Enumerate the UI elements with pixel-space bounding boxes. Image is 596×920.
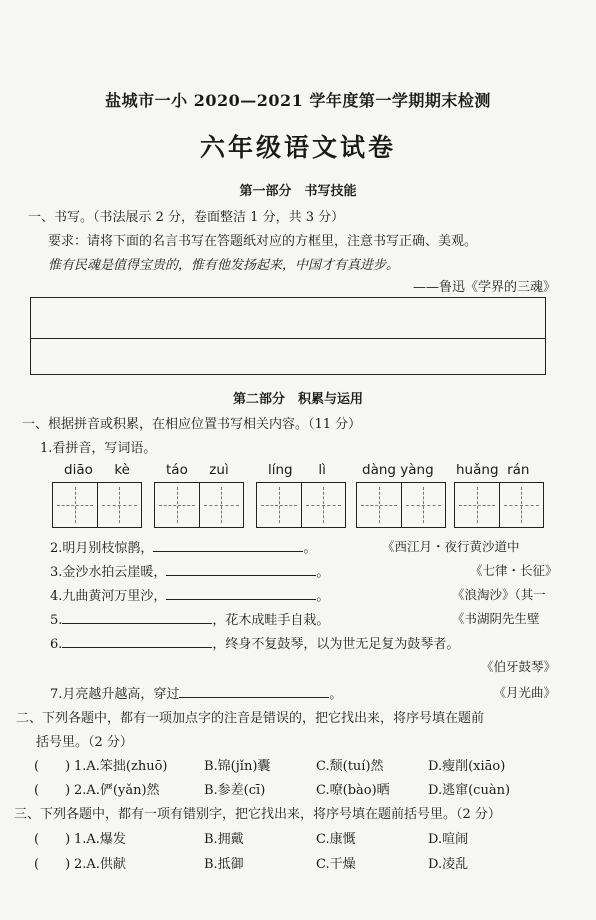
q3-option-2c: C.干燥 <box>316 857 356 872</box>
writing-box-divider <box>31 338 545 339</box>
part1-q1-title: 一、书写。（书法展示 2 分，卷面整洁 1 分，共 3 分） <box>28 210 345 225</box>
answer-blank[interactable] <box>62 623 212 624</box>
char-grid-2[interactable] <box>154 482 244 528</box>
q3-answer-paren-2[interactable]: ( ) <box>34 857 71 872</box>
pinyin-2: táo zuì <box>166 462 229 478</box>
part1-heading: 第一部分 书写技能 <box>239 184 357 199</box>
pinyin-4: dàng yàng <box>362 462 434 478</box>
char-grid-1[interactable] <box>52 482 142 528</box>
part1-quote-source: ——鲁迅《学界的三魂》 <box>412 280 556 295</box>
part1-requirement: 要求：请将下面的名言书写在答题纸对应的方框里，注意书写正确、美观。 <box>48 234 478 249</box>
q3-option-2d: D.凌乱 <box>428 857 469 872</box>
school-exam-title: 盐城市一小 2020—2021 学年度第一学期期末检测 <box>105 91 491 110</box>
q2-option-2d: D.逃窜(cuàn) <box>428 783 511 798</box>
q2-option-1a: 1.A.笨拙(zhuō) <box>74 759 168 774</box>
q3-option-2a: 2.A.供献 <box>74 857 126 872</box>
fill-source-2: 《西江月・夜行黄沙道中 <box>382 539 520 554</box>
writing-box <box>30 297 546 375</box>
part2-heading: 第二部分 积累与运用 <box>232 392 363 407</box>
fill-source-4: 《浪淘沙》（其一 <box>452 587 546 602</box>
fill-item-7: 7.月亮越升越高，穿过 。 <box>50 687 343 702</box>
q2-option-2b: B.参差(cī) <box>204 783 266 798</box>
fill-item-3: 3.金沙水拍云崖暖， 。 <box>50 565 330 580</box>
fill-item-6: 6. ，终身不复鼓琴，以为世无足复为鼓琴者。 <box>50 637 460 652</box>
fill-item-5: 5. ，花木成畦手自栽。 <box>50 613 330 628</box>
part2-q1-title: 一、根据拼音或积累，在相应位置书写相关内容。（11 分） <box>22 417 362 432</box>
pinyin-5: huǎng rán <box>456 462 530 478</box>
paper-title: 六年级语文试卷 <box>199 133 396 162</box>
q2-option-2c: C.嘹(bào)晒 <box>316 783 390 798</box>
q3-option-1d: D.喧闹 <box>428 832 469 847</box>
q2-option-1d: D.瘦削(xiāo) <box>428 759 506 774</box>
q3-option-1b: B.拥戴 <box>204 832 244 847</box>
pinyin-3: líng lì <box>268 462 326 478</box>
char-grid-4[interactable] <box>356 482 446 528</box>
q3-answer-paren-1[interactable]: ( ) <box>34 832 71 847</box>
fill-source-6: 《伯牙鼓琴》 <box>480 659 556 674</box>
part2-sub1: 1.看拼音，写词语。 <box>40 441 157 456</box>
answer-blank[interactable] <box>166 575 316 576</box>
q3-option-2b: B.抵御 <box>204 857 244 872</box>
q2-option-1c: C.颓(tuí)然 <box>316 759 384 774</box>
q3-option-1c: C.康慨 <box>316 832 356 847</box>
pinyin-1: diāo kè <box>64 462 130 478</box>
part2-q2-title-line1: 二、下列各题中，都有一项加点字的注音是错误的，把它找出来，将序号填在题前 <box>16 711 485 726</box>
fill-item-4: 4.九曲黄河万里沙， 。 <box>50 589 330 604</box>
answer-blank[interactable] <box>153 551 303 552</box>
answer-blank[interactable] <box>179 697 329 698</box>
answer-blank[interactable] <box>62 647 212 648</box>
q2-option-2a: 2.A.俨(yǎn)然 <box>74 783 160 798</box>
part1-quote: 惟有民魂是值得宝贵的，惟有他发扬起来，中国才有真进步。 <box>48 258 400 273</box>
part2-q3-title: 三、下列各题中，都有一项有错别字，把它找出来，将序号填在题前括号里。（2 分） <box>14 807 501 822</box>
q2-option-1b: B.锦(jǐn)囊 <box>204 759 271 774</box>
part2-q2-title-line2: 括号里。（2 分） <box>36 735 133 750</box>
fill-source-7: 《月光曲》 <box>493 685 556 700</box>
q2-answer-paren-1[interactable]: ( ) <box>34 759 71 774</box>
q3-option-1a: 1.A.爆发 <box>74 832 126 847</box>
fill-source-3: 《七律・长征》 <box>470 563 558 578</box>
char-grid-3[interactable] <box>256 482 346 528</box>
char-grid-5[interactable] <box>454 482 544 528</box>
fill-source-5: 《书湖阴先生壁 <box>452 611 540 626</box>
answer-blank[interactable] <box>166 599 316 600</box>
q2-answer-paren-2[interactable]: ( ) <box>34 783 71 798</box>
fill-item-2: 2.明月别枝惊鹊， 。 <box>50 541 317 556</box>
